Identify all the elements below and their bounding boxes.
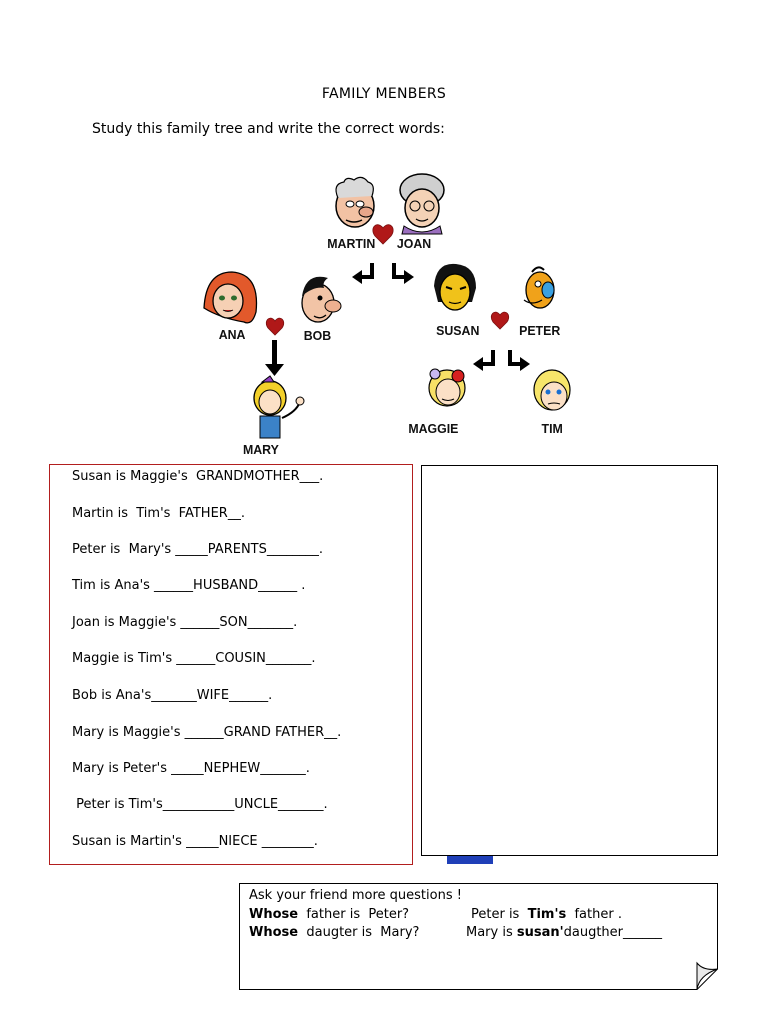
exercise-line: Peter is Tim's___________UNCLE_______. [72, 797, 328, 812]
note-answer-2 [466, 925, 662, 940]
answer-1-prefix: Peter is [471, 907, 528, 922]
bob-portrait [302, 277, 341, 322]
note-answer-1 [471, 907, 622, 922]
page-title: FAMILY MENBERS [321, 86, 447, 102]
answer-box-tab [447, 856, 493, 864]
ana-portrait [204, 272, 257, 323]
exercise-line: Maggie is Tim's ______COUSIN_______. [72, 651, 316, 666]
answer-2-bold: susan' [516, 925, 564, 940]
exercise-box [49, 464, 413, 865]
tim-portrait [534, 370, 570, 410]
note-question-2 [249, 925, 419, 940]
questions-note [239, 883, 718, 990]
note-question-1 [249, 907, 409, 922]
label-tim: TIM [541, 421, 563, 436]
answer-1-bold: Tim's [527, 907, 567, 922]
family-tree-drawing [190, 168, 610, 458]
label-joan: JOAN [396, 236, 432, 251]
instruction-text: Study this family tree and write the correct words: [92, 121, 445, 137]
peter-portrait [524, 267, 554, 308]
exercise-line: Bob is Ana's_______WIFE______. [72, 688, 273, 703]
susan-portrait [434, 264, 476, 310]
exercise-line: Mary is Maggie's ______GRAND FATHER__. [72, 725, 342, 740]
label-maggie: MAGGIE [408, 421, 459, 436]
family-tree [190, 168, 610, 458]
label-susan: SUSAN [436, 323, 480, 338]
label-ana: ANA [218, 327, 246, 342]
label-peter: PETER [519, 323, 561, 338]
answer-box [421, 465, 718, 856]
whose-word: Whose [249, 907, 299, 922]
label-martin: MARTIN [327, 236, 376, 251]
answer-2-suffix: daugther______ [563, 925, 663, 940]
whose-word: Whose [249, 925, 299, 940]
exercise-line: Tim is Ana's ______HUSBAND______ . [72, 578, 306, 593]
exercise-line: Martin is Tim's FATHER__. [72, 506, 245, 521]
answer-1-suffix: father . [566, 907, 622, 922]
exercise-line: Susan is Maggie's GRANDMOTHER___. [72, 469, 324, 484]
label-mary: MARY [242, 442, 279, 457]
exercise-line: Joan is Maggie's ______SON_______. [72, 615, 298, 630]
exercise-line: Peter is Mary's _____PARENTS________. [72, 542, 323, 557]
mary-portrait [254, 376, 304, 438]
joan-portrait [400, 174, 444, 234]
answer-2-prefix: Mary is [466, 925, 517, 940]
exercise-line: Susan is Martin's _____NIECE ________. [72, 834, 318, 849]
question-1-text: father is Peter? [298, 907, 410, 922]
exercise-line: Mary is Peter's _____NEPHEW_______. [72, 761, 310, 776]
question-2-text: daugter is Mary? [298, 925, 420, 940]
label-bob: BOB [303, 328, 332, 343]
martin-portrait [336, 177, 374, 227]
maggie-portrait [429, 369, 465, 406]
note-heading: Ask your friend more questions ! [249, 888, 462, 903]
